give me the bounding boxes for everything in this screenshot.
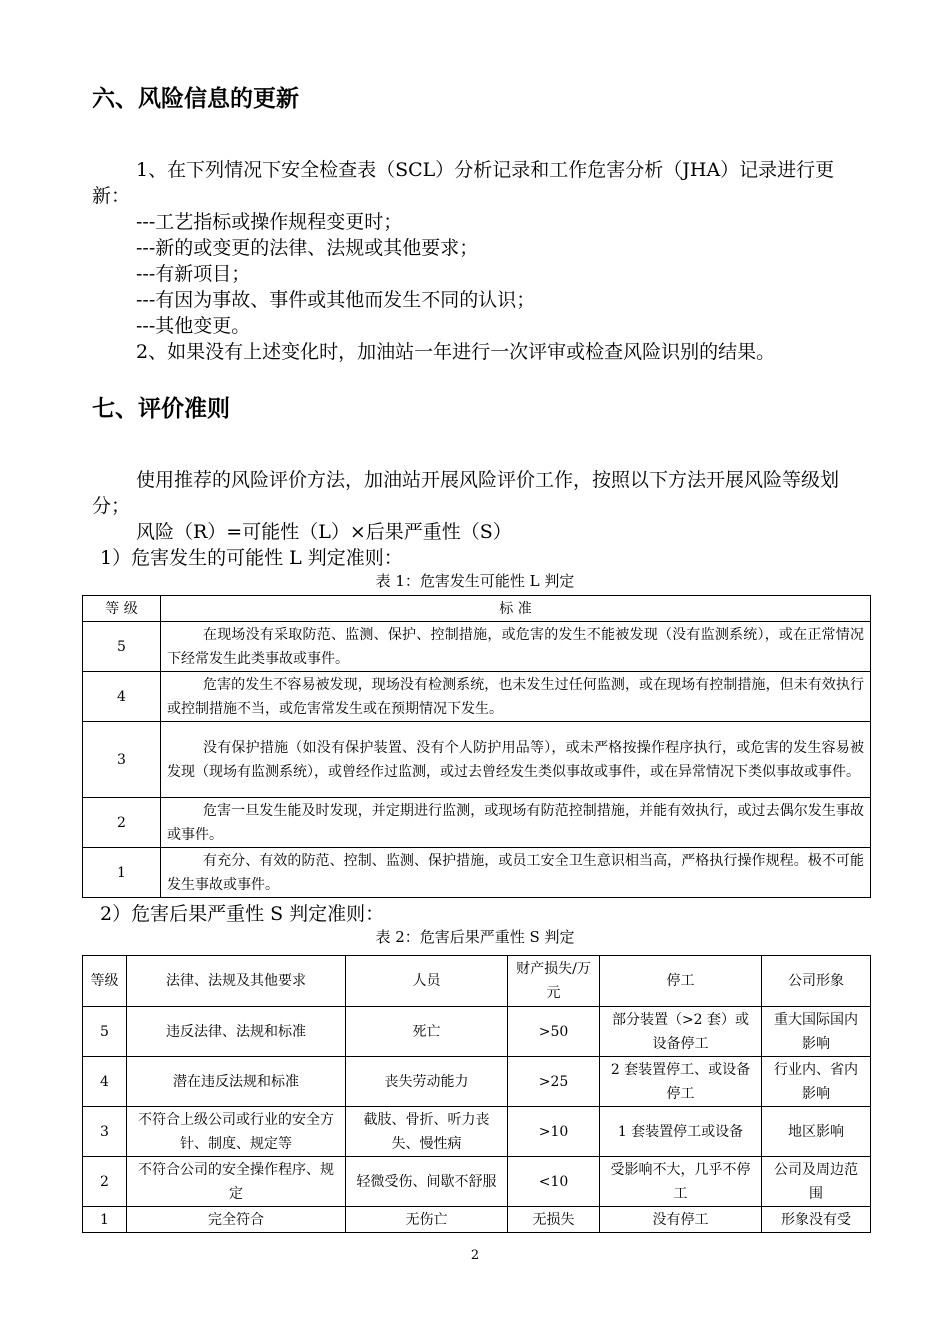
person-cell: 截肢、骨折、听力丧失、慢性病 [346,1107,508,1157]
page-number: 2 [470,1248,480,1263]
level-cell: 4 [83,672,161,722]
header-cell: 等级 [83,956,127,1007]
stop-cell: 部分装置（>2 套）或设备停工 [600,1007,762,1057]
table-row [83,1007,871,1057]
image-cell: 公司及周边范围 [762,1157,871,1207]
level-cell: 2 [83,798,161,848]
stop-cell: 没有停工 [600,1207,762,1233]
stop-cell: 2 套装置停工、或设备停工 [600,1057,762,1107]
level-cell: 4 [83,1057,127,1107]
person-cell: 无伤亡 [346,1207,508,1233]
level-cell: 1 [83,848,161,898]
table-header-row [83,596,871,622]
table-row [83,622,871,672]
subsection-1-title: 1）危害发生的可能性 L 判定准则： [100,547,403,569]
level-cell: 3 [83,1107,127,1157]
stop-cell: 1 套装置停工或设备 [600,1107,762,1157]
loss-cell: >10 [508,1107,600,1157]
table-row [83,1207,871,1233]
section-6-paragraph-1: 1、在下列情况下安全检查表（SCL）分析记录和工作危害分析（JHA）记录进行更新： [92,159,835,207]
list-item: ---工艺指标或操作规程变更时； [136,211,403,233]
loss-cell: 无损失 [508,1207,600,1233]
law-cell: 潜在违反法规和标准 [127,1057,346,1107]
level-cell: 1 [83,1207,127,1233]
table-row [83,1057,871,1107]
image-cell: 地区影响 [762,1107,871,1157]
person-cell: 死亡 [346,1007,508,1057]
list-item: ---有因为事故、事件或其他而发生不同的认识； [136,289,536,311]
level-cell: 2 [83,1157,127,1207]
list-item: ---新的或变更的法律、法规或其他要求； [136,237,479,259]
image-cell: 形象没有受 [762,1207,871,1233]
table-row [83,672,871,722]
list-item: ---其他变更。 [136,315,251,337]
loss-cell: >50 [508,1007,600,1057]
table-row [83,1157,871,1207]
image-cell: 行业内、省内影响 [762,1057,871,1107]
header-cell: 公司形象 [762,956,871,1007]
person-cell: 轻微受伤、间歇不舒服 [346,1157,508,1207]
law-cell: 违反法律、法规和标准 [127,1007,346,1057]
severity-table [82,955,871,1233]
law-cell: 不符合上级公司或行业的安全方针、制度、规定等 [127,1107,346,1157]
header-cell: 等 级 [83,596,161,622]
criteria-cell: 有充分、有效的防范、控制、监测、保护措施，或员工安全卫生意识相当高，严格执行操作规程。极不可能发生事故或事件。 [161,848,871,898]
likelihood-table [82,595,871,898]
criteria-cell: 危害一旦发生能及时发现，并定期进行监测，或现场有防范控制措施，并能有效执行，或过去偶尔发生事故或事件。 [161,798,871,848]
header-cell: 人员 [346,956,508,1007]
section-6-paragraph-2: 2、如果没有上述变化时，加油站一年进行一次评审或检查风险识别的结果。 [136,341,776,363]
list-item: ---有新项目； [136,263,251,285]
person-cell: 丧失劳动能力 [346,1057,508,1107]
section-7-heading: 七、评价准则 [92,396,230,422]
law-cell: 完全符合 [127,1207,346,1233]
level-cell: 3 [83,722,161,798]
table-row [83,1107,871,1157]
header-cell: 法律、法规及其他要求 [127,956,346,1007]
criteria-cell: 没有保护措施（如没有保护装置、没有个人防护用品等），或未严格按操作程序执行，或危害的发生容易被发现（现场有监测系统），或曾经作过监测，或过去曾经发生类似事故或事件，或在异常情况下类似事故或事件。 [161,722,871,798]
loss-cell: >25 [508,1057,600,1107]
criteria-cell: 在现场没有采取防范、监测、保护、控制措施，或危害的发生不能被发现（没有监测系统），或在正常情况下经常发生此类事故或事件。 [161,622,871,672]
risk-formula: 风险（R）=可能性（L）×后果严重性（S） [136,521,512,543]
header-cell: 停工 [600,956,762,1007]
table-row [83,848,871,898]
loss-cell: <10 [508,1157,600,1207]
table-row [83,722,871,798]
stop-cell: 受影响不大，几乎不停工 [600,1157,762,1207]
table-row [83,798,871,848]
level-cell: 5 [83,1007,127,1057]
image-cell: 重大国际国内影响 [762,1007,871,1057]
section-7-intro: 使用推荐的风险评价方法，加油站开展风险评价工作，按照以下方法开展风险等级划分； [92,469,840,517]
level-cell: 5 [83,622,161,672]
criteria-cell: 危害的发生不容易被发现，现场没有检测系统，也未发生过任何监测，或在现场有控制措施，但未有效执行或控制措施不当，或危害常发生或在预期情况下发生。 [161,672,871,722]
law-cell: 不符合公司的安全操作程序、规定 [127,1157,346,1207]
table-header-row [83,956,871,1007]
section-6-heading: 六、风险信息的更新 [92,86,299,112]
table-2-caption: 表 2：危害后果严重性 S 判定 [375,928,575,946]
header-cell: 标 准 [161,596,871,622]
table-1-caption: 表 1：危害发生可能性 L 判定 [375,572,575,590]
header-cell: 财产损失/万元 [508,956,600,1007]
subsection-2-title: 2）危害后果严重性 S 判定准则： [100,903,385,925]
